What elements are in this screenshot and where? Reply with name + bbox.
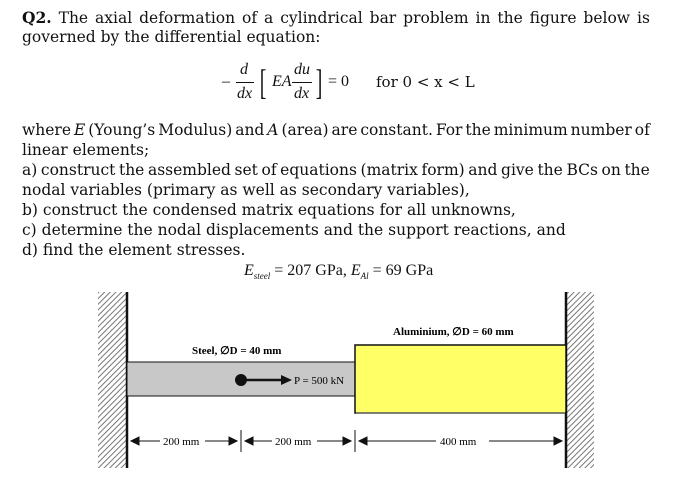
part-a-word: the <box>624 161 650 179</box>
aluminium-label: Aluminium, ∅D = 60 mm <box>393 326 514 338</box>
part-a-word: give <box>501 161 534 179</box>
steel-label: Steel, ∅D = 40 mm <box>192 345 282 357</box>
intro-word: The <box>58 9 89 27</box>
question-number: Q2. <box>22 8 52 27</box>
where-word: (Young’s <box>88 121 156 139</box>
E-steel-subscript: steel <box>253 271 271 282</box>
part-a-word: assembled <box>147 161 231 179</box>
intro-word: of <box>242 9 258 27</box>
part-a-word: (matrix <box>360 161 418 179</box>
where-word: number <box>570 121 632 139</box>
load-label: P = 500 kN <box>294 375 345 387</box>
part-a-word: on <box>601 161 621 179</box>
part-a-word: and <box>468 161 498 179</box>
where-word: where <box>22 121 72 139</box>
intro-word: deformation <box>139 9 236 27</box>
E-steel-value: = 207 GPa, <box>270 262 351 279</box>
where-word: minimum <box>493 121 568 139</box>
part-a-word: BCs <box>566 161 598 179</box>
intro-word: the <box>497 9 523 27</box>
intro-word: axial <box>95 9 133 27</box>
intro-word: a <box>264 9 274 27</box>
right-wall-hatch <box>566 292 594 468</box>
part-c: c) determine the nodal displacements and the support reactions, and <box>22 221 566 239</box>
where-word: For <box>435 121 463 139</box>
eq-domain: for 0 < x < L <box>376 73 475 91</box>
where-word: (area) <box>281 121 329 139</box>
where-word: are <box>331 121 358 139</box>
dim-label-3: 400 mm <box>440 436 477 448</box>
intro-word: cylindrical <box>280 9 363 27</box>
part-a-word: equations <box>280 161 357 179</box>
part-a-line-2: nodal variables (primary as well as secondary variables), <box>22 181 470 199</box>
dim-label-2: 200 mm <box>275 436 312 448</box>
where-word: Modulus) <box>158 121 233 139</box>
intro-word: is <box>637 9 650 27</box>
intro-word: below <box>583 9 631 27</box>
part-a-word: of <box>261 161 277 179</box>
where-word: constant. <box>360 121 433 139</box>
eq-d-numerator: d <box>240 61 248 78</box>
part-d: d) find the element stresses. <box>22 241 246 259</box>
eq-du-numerator: du <box>294 61 310 78</box>
E-al-value: = 69 GPa <box>368 262 434 279</box>
where-word: the <box>465 121 491 139</box>
left-wall-hatch <box>98 292 126 468</box>
intro-word: figure <box>529 9 577 27</box>
part-a-word: set <box>234 161 258 179</box>
dim-label-1: 200 mm <box>163 436 200 448</box>
eq-dx2-denominator: dx <box>294 85 310 102</box>
where-line-2: linear elements; <box>22 141 150 159</box>
part-a-word: the <box>118 161 145 179</box>
part-a-word: a) <box>22 161 38 179</box>
where-word-E: E <box>73 121 86 139</box>
intro-word: bar <box>369 9 397 27</box>
E-steel-symbol: E <box>244 262 254 279</box>
where-word: of <box>634 121 650 139</box>
intro-word: problem <box>403 9 469 27</box>
part-a-word: construct <box>40 161 116 179</box>
E-al-subscript: Al <box>360 271 369 282</box>
part-b: b) construct the condensed matrix equations for all unknowns, <box>22 201 516 219</box>
intro-line-2: governed by the differential equation: <box>22 28 321 46</box>
where-word: and <box>235 121 265 139</box>
aluminium-bar <box>355 345 566 413</box>
eq-bracket-close: ] <box>315 62 323 102</box>
part-a-word: the <box>537 161 563 179</box>
intro-word: in <box>475 9 491 27</box>
part-a-word: form) <box>421 161 465 179</box>
eq-EA: EA <box>272 73 292 90</box>
where-word-A: A <box>267 121 279 139</box>
eq-bracket-open: [ <box>259 62 267 102</box>
E-al-symbol: E <box>350 262 361 279</box>
eq-equals-zero: = 0 <box>328 73 350 90</box>
eq-dx-denominator: dx <box>237 85 253 102</box>
eq-minus: – <box>222 73 230 90</box>
